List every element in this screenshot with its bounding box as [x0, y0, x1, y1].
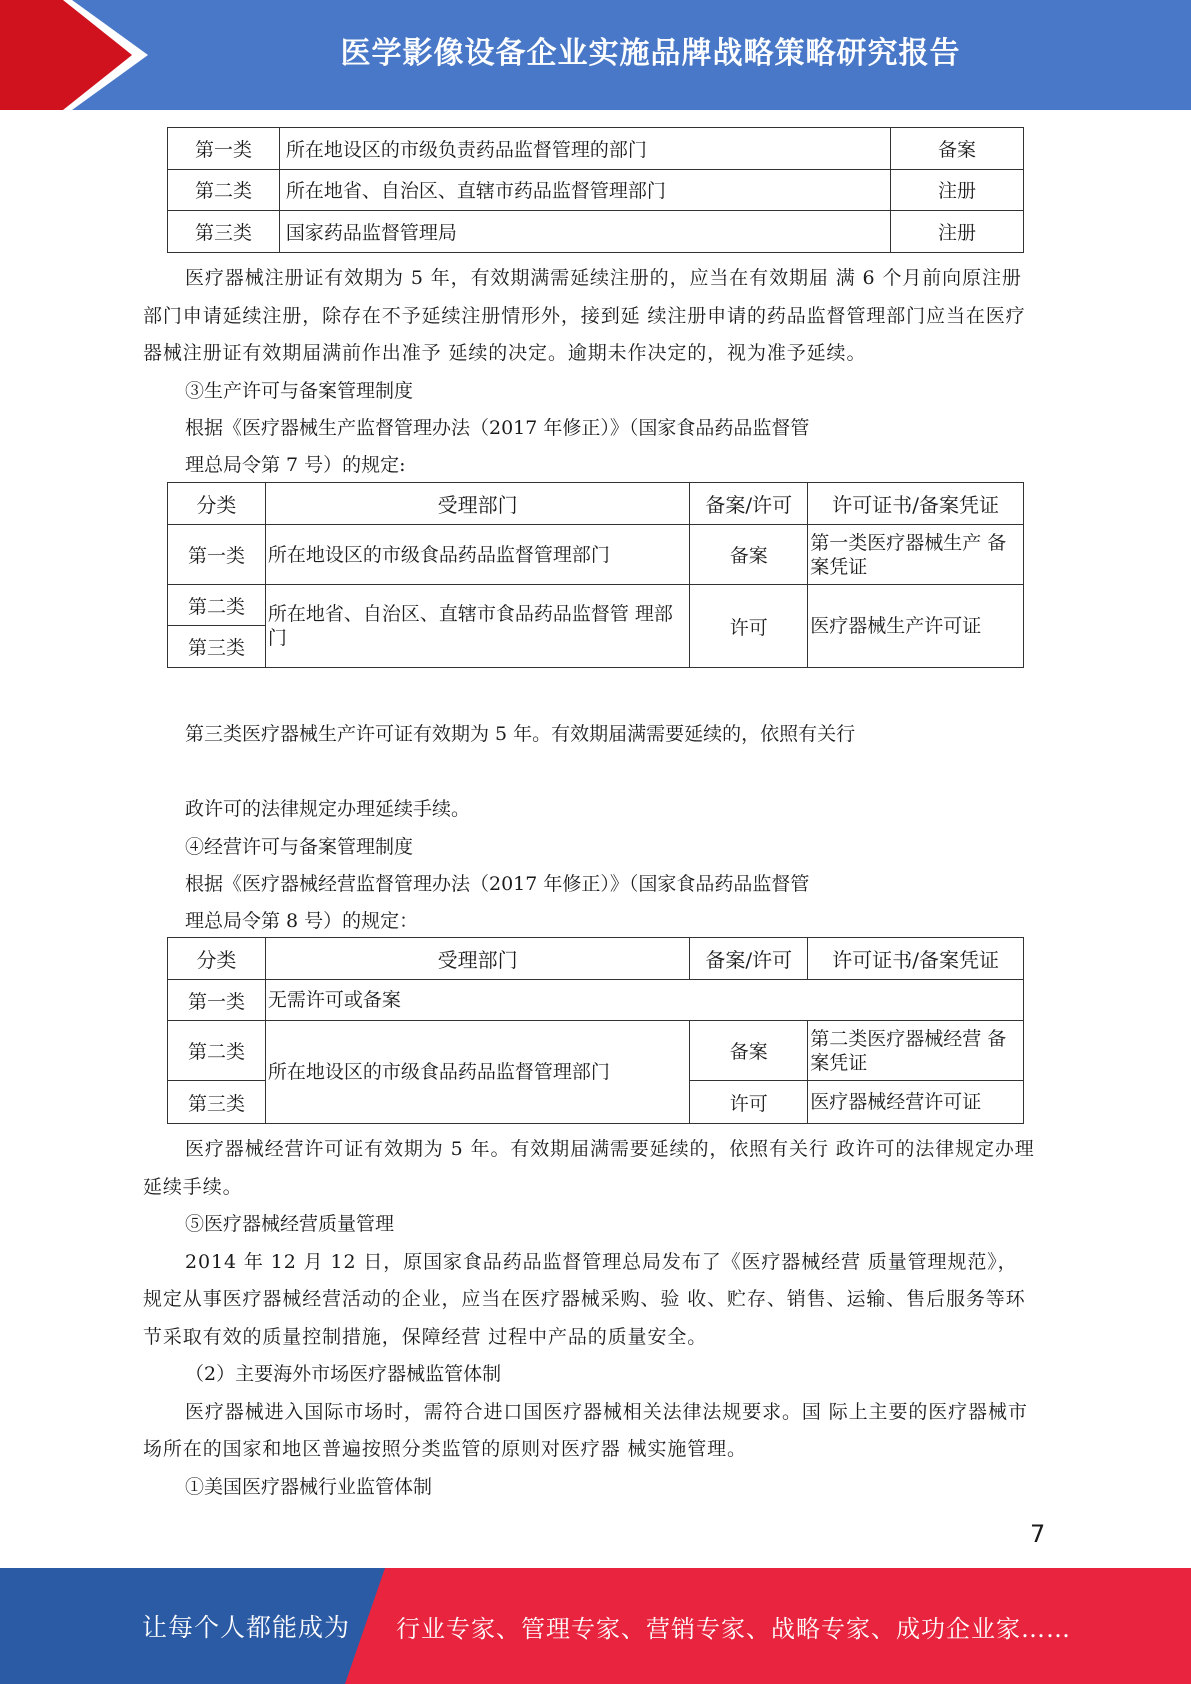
category-cell: 第二类: [168, 169, 280, 211]
table-header-row: [168, 483, 1024, 525]
footer-slogan-right: 行业专家、管理专家、营销专家、战略专家、成功企业家……: [396, 1615, 1071, 1643]
business-validity-paragraph: 医疗器械经营许可证有效期为 5 年。有效期届满需要延续的，依照有关行 政许可的法律规定办理延续手续。: [143, 1138, 1035, 1198]
section-heading-business: ④经营许可与备案管理制度: [185, 835, 414, 858]
quality-management-paragraph: 2014 年 12 月 12 日，原国家食品药品监督管理总局发布了《医疗器械经营 质量管理规范》，规定从事医疗器械经营活动的企业，应当在医疗器械采购、验 收、贮存、销售、运输、售后服务等环节采取有效的质量控制措施，保障经营 过程中产品的质量安全。: [143, 1250, 1026, 1348]
type-cell: 注册: [891, 211, 1024, 253]
column-header: 备案/许可: [690, 483, 808, 525]
type-cell: 许可: [690, 1081, 808, 1124]
type-cell: 注册: [891, 169, 1024, 211]
column-header: 备案/许可: [690, 938, 808, 980]
department-cell: 所在地设区的市级食品药品监督管理部门: [265, 1021, 689, 1124]
section-heading-usa: ①美国医疗器械行业监管体制: [185, 1475, 433, 1498]
page-header: [0, 0, 1191, 110]
text-block-1: [143, 260, 1035, 482]
registration-table: [167, 127, 1024, 253]
type-cell: 许可: [690, 585, 808, 668]
category-cell: 第一类: [168, 525, 266, 585]
table-row: [168, 585, 1024, 626]
category-cell: 第一类: [168, 980, 266, 1021]
section-heading-production: ③生产许可与备案管理制度: [185, 379, 414, 402]
international-market-paragraph: 医疗器械进入国际市场时，需符合进口国医疗器械相关法律法规要求。国 际上主要的医疗器械市场所在的国家和地区普遍按照分类监管的原则对医疗器 械实施管理。: [143, 1400, 1028, 1460]
type-cell: 备案: [690, 525, 808, 585]
category-cell: 第二类: [168, 1021, 266, 1081]
section-heading-overseas: （2）主要海外市场医疗器械监管体制: [185, 1363, 502, 1385]
column-header: 受理部门: [265, 938, 689, 980]
header-arrow-decoration: [0, 0, 148, 110]
table-row: [168, 128, 1024, 170]
department-cell: 所在地省、自治区、直辖市食品药品监督管 理部门: [265, 585, 689, 668]
table-row: [168, 1021, 1024, 1081]
business-license-table: [167, 937, 1024, 1124]
production-validity-line-2: 政许可的法律规定办理延续手续。: [185, 798, 471, 820]
column-header: 分类: [168, 483, 266, 525]
production-license-table: [167, 482, 1024, 668]
department-cell: 无需许可或备案: [265, 980, 1023, 1021]
table-row: [168, 980, 1024, 1021]
column-header: 许可证书/备案凭证: [808, 483, 1024, 525]
category-cell: 第一类: [168, 128, 280, 170]
department-cell: 所在地省、自治区、直辖市药品监督管理部门: [279, 169, 890, 211]
section-heading-quality: ⑤医疗器械经营质量管理: [185, 1213, 395, 1235]
column-header: 许可证书/备案凭证: [808, 938, 1024, 980]
department-cell: 所在地设区的市级负责药品监督管理的部门: [279, 128, 890, 170]
page-number: 7: [1030, 1520, 1046, 1548]
category-cell: 第三类: [168, 211, 280, 253]
production-basis-line-1: 根据《医疗器械生产监督管理办法（2017 年修正）》（国家食品药品监督管: [185, 417, 810, 439]
department-cell: 国家药品监督管理局: [279, 211, 890, 253]
certificate-cell: 第一类医疗器械生产 备案凭证: [808, 525, 1024, 585]
report-title: 医学影像设备企业实施品牌战略策略研究报告: [340, 36, 961, 71]
table-row: [168, 169, 1024, 211]
type-cell: 备案: [891, 128, 1024, 170]
certificate-cell: 医疗器械生产许可证: [808, 585, 1024, 668]
department-cell: 所在地设区的市级食品药品监督管理部门: [265, 525, 689, 585]
registration-validity-paragraph: 医疗器械注册证有效期为 5 年，有效期满需延续注册的，应当在有效期届 满 6 个月前向原注册部门申请延续注册，除存在不予延续注册情形外，接到延 续注册申请的药品监督管理部门应当在医疗器械注册证有效期届满前作出准予 延续的决定。逾期未作决定的，视为准予延续。: [143, 267, 1026, 364]
production-basis-line-2: 理总局令第 7 号）的规定:: [185, 453, 406, 476]
footer-slogan-left: 让每个人都能成为: [142, 1613, 351, 1642]
category-cell: 第三类: [168, 1081, 266, 1124]
text-block-2: [143, 716, 1035, 754]
column-header: 分类: [168, 938, 266, 980]
table-header-row: [168, 938, 1024, 980]
text-block-3: [143, 791, 1035, 938]
category-cell: 第二类: [168, 585, 266, 626]
text-block-4: [143, 1131, 1035, 1506]
business-basis-line-2: 理总局令第 8 号）的规定：: [185, 909, 419, 932]
table-row: [168, 211, 1024, 253]
category-cell: 第三类: [168, 626, 266, 668]
table-row: [168, 525, 1024, 585]
type-cell: 备案: [690, 1021, 808, 1081]
certificate-cell: 医疗器械经营许可证: [808, 1081, 1024, 1124]
column-header: 受理部门: [265, 483, 689, 525]
production-validity-line-1: 第三类医疗器械生产许可证有效期为 5 年。有效期届满需要延续的，依照有关行: [185, 723, 856, 745]
page-footer: [0, 1568, 1191, 1684]
business-basis-line-1: 根据《医疗器械经营监督管理办法（2017 年修正）》（国家食品药品监督管: [185, 873, 810, 895]
certificate-cell: 第二类医疗器械经营 备案凭证: [808, 1021, 1024, 1081]
